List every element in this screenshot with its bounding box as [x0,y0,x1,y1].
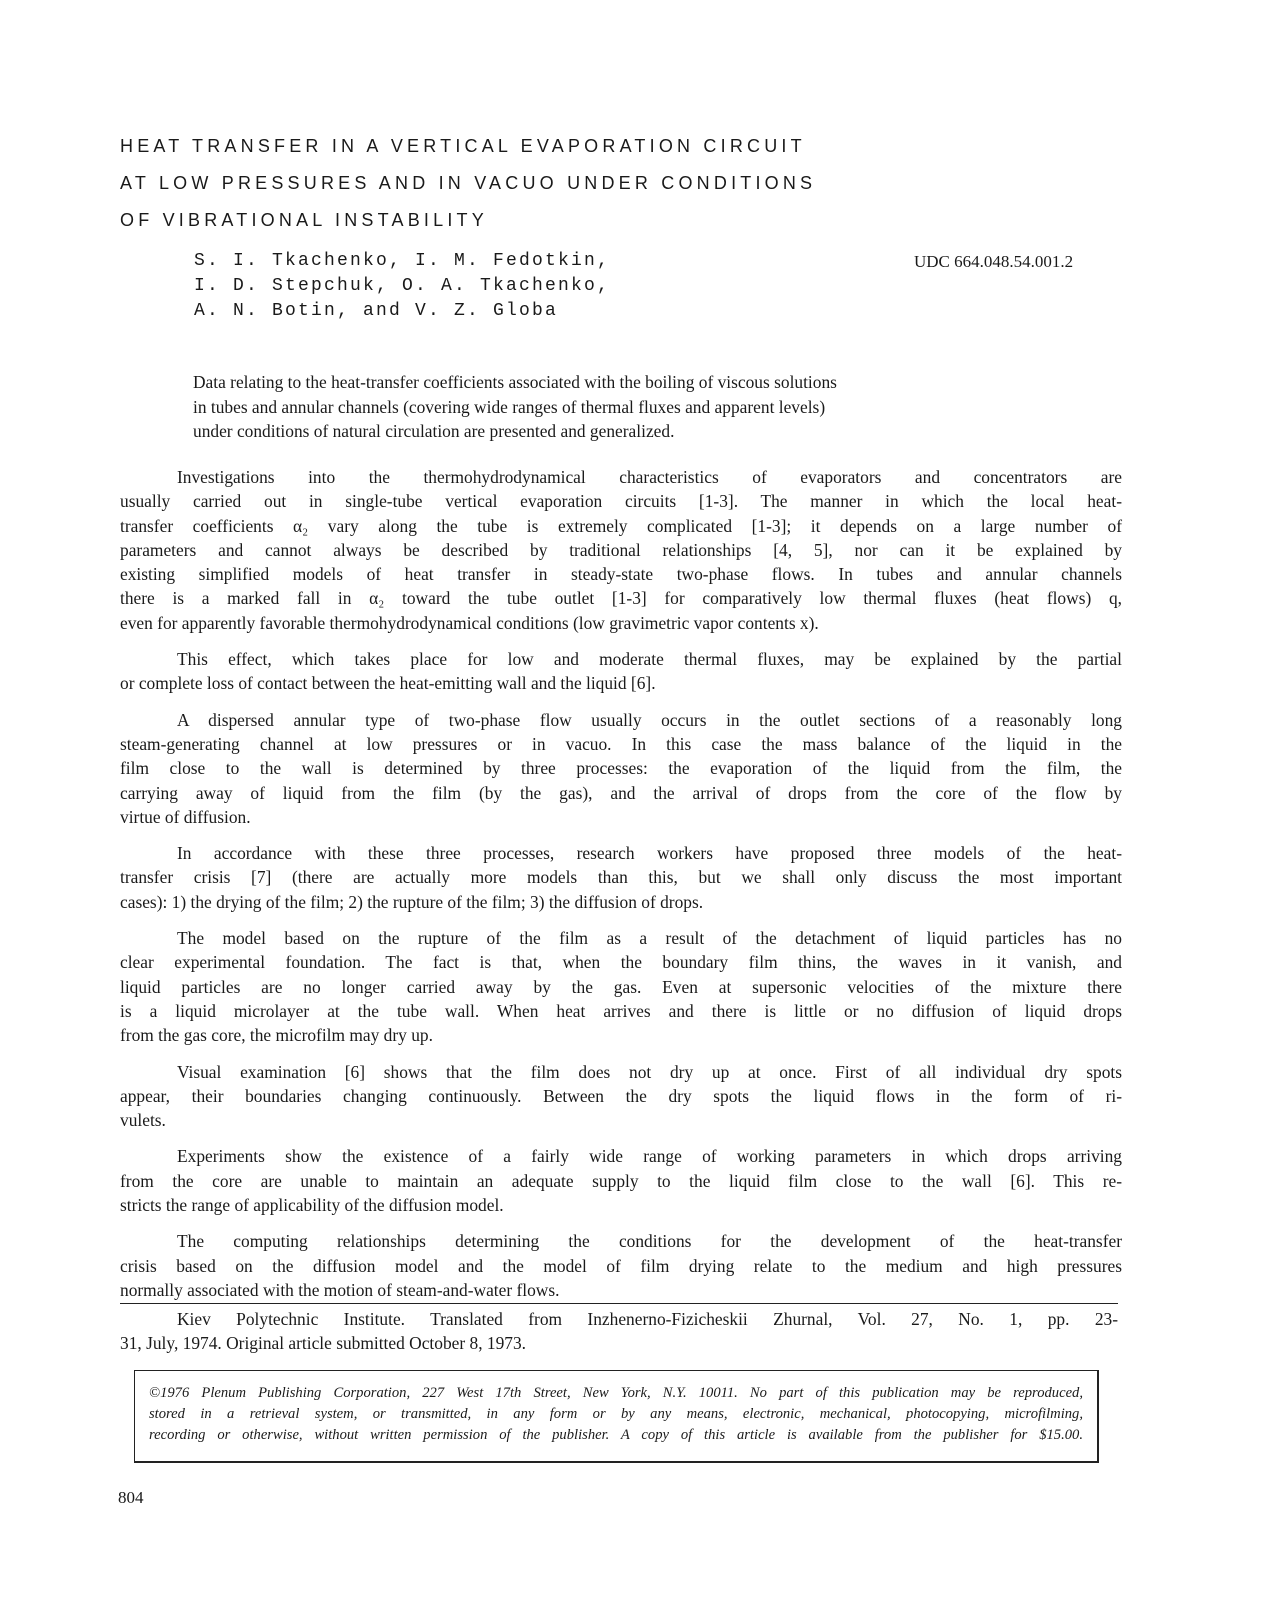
authors [194,249,610,324]
paragraph [120,708,1122,829]
text-line: Investigations into the thermohydrodynamical characteristics of evaporators and concentrators are [177,467,1122,487]
text-line: steam-generating channel at low pressures or in vacuo. In this case the mass balance of the liquid in the [120,733,1122,754]
text-line: from the gas core, the microfilm may dry up. [120,1025,433,1046]
text-line: usually carried out in single-tube vertical evaporation circuits [1-3]. The manner in which the local heat- [120,491,1122,512]
text-line: A dispersed annular type of two-phase flow usually occurs in the outlet sections of a reasonably long [177,709,1122,730]
footnote-line-2: 31, July, 1974. Original article submitted October 8, 1973. [120,1333,527,1354]
text-line: clear experimental foundation. The fact is that, when the boundary film thins, the waves in it vanish, and [120,952,1122,973]
article-title [120,128,920,239]
text-line: existing simplified models of heat transfer in steady-state two-phase flows. In tubes and annular channels [120,564,1122,585]
title-line-2: AT LOW PRESSURES AND IN VACUO UNDER CONDITIONS [120,173,817,193]
article-body [120,465,1122,1314]
text-line: crisis based on the diffusion model and the model of film drying relate to the medium and high pressures [120,1255,1122,1276]
text-line: from the core are unable to maintain an adequate supply to the liquid film close to the wall [6]. This re- [120,1170,1122,1191]
copyright-line-3: recording or otherwise, without written permission of the publisher. A copy of this article is available from the publisher for $15.00. [149,1427,1083,1443]
copyright-notice [149,1383,1083,1446]
text-line: Visual examination [6] shows that the film does not dry up at once. First of all individual dry spots [177,1061,1122,1082]
text-line: stricts the range of applicability of the diffusion model. [120,1195,504,1216]
page-number: 804 [118,1488,144,1507]
title-line-3: OF VIBRATIONAL INSTABILITY [120,210,488,230]
text-line: transfer coefficients α₂ vary along the tube is extremely complicated [1-3]; it depends on a large number of [120,515,1122,536]
text-line: even for apparently favorable thermohydrodynamical conditions (low gravimetric vapor contents x). [120,612,819,633]
text-line: The model based on the rupture of the film as a result of the detachment of liquid particles has no [177,928,1122,949]
text-line: vulets. [120,1110,166,1131]
abstract-line-2: in tubes and annular channels (covering wide ranges of thermal fluxes and apparent levels) [193,396,826,417]
paragraph [120,1229,1122,1302]
authors-line-2: I. D. Stepchuk, O. A. Tkachenko, [194,276,611,296]
paragraph [120,841,1122,914]
text-line: film close to the wall is determined by three processes: the evaporation of the liquid from the film, the [120,758,1122,779]
copyright-line-2: stored in a retrieval system, or transmitted, in any form or by any means, electronic, mechanical, photocopying, microfilming, [149,1406,1083,1422]
text-line: or complete loss of contact between the heat-emitting wall and the liquid [6]. [120,673,656,694]
text-line: cases): 1) the drying of the film; 2) the rupture of the film; 3) the diffusion of drops. [120,891,704,912]
abstract-line-1: Data relating to the heat-transfer coefficients associated with the boiling of viscous solutions [193,372,837,392]
text-line: In accordance with these three processes, research workers have proposed three models of the heat- [177,843,1122,864]
text-line: Experiments show the existence of a fairly wide range of working parameters in which drops arriving [177,1146,1122,1167]
paragraph [120,465,1122,635]
text-line: carrying away of liquid from the film (by the gas), and the arrival of drops from the core of the flow by [120,782,1122,803]
text-line: The computing relationships determining the conditions for the development of the heat-transfer [177,1231,1122,1252]
footnote-divider [120,1303,1118,1304]
copyright-line-1: ©1976 Plenum Publishing Corporation, 227 West 17th Street, New York, N.Y. 10011. No part of this publication may be reproduced, [149,1385,1083,1401]
text-line: parameters and cannot always be described by traditional relationships [4, 5], nor can it be explained by [120,539,1122,560]
footnote-line-1: Kiev Polytechnic Institute. Translated from Inzhenerno-Fizicheskii Zhurnal, Vol. 27, No. 1, pp. 23- [177,1309,1118,1329]
footnote [120,1307,1118,1356]
text-line: appear, their boundaries changing continuously. Between the dry spots the liquid flows in the form of ri- [120,1085,1122,1106]
text-line: This effect, which takes place for low and moderate thermal fluxes, may be explained by the partial [177,649,1122,670]
text-line: liquid particles are no longer carried away by the gas. Even at supersonic velocities of the mixture there [120,976,1122,997]
paragraph [120,926,1122,1047]
abstract-line-3: under conditions of natural circulation are presented and generalized. [193,421,675,441]
authors-line-1: S. I. Tkachenko, I. M. Fedotkin, [194,251,611,271]
authors-line-3: A. N. Botin, and V. Z. Globa [194,301,559,321]
text-line: transfer crisis [7] (there are actually more models than this, but we shall only discuss the most important [120,867,1122,888]
text-line: normally associated with the motion of steam-and-water flows. [120,1279,560,1300]
udc-code: UDC 664.048.54.001.2 [914,252,1074,271]
abstract [193,370,1073,444]
text-line: there is a marked fall in α₂ toward the tube outlet [1-3] for comparatively low thermal fluxes (heat flows) q, [120,588,1122,609]
paragraph [120,1144,1122,1217]
title-line-1: HEAT TRANSFER IN A VERTICAL EVAPORATION CIRCUIT [120,136,806,156]
paragraph [120,1060,1122,1133]
text-line: is a liquid microlayer at the tube wall. When heat arrives and there is little or no diffusion of liquid drops [120,1000,1122,1021]
paragraph [120,647,1122,696]
text-line: virtue of diffusion. [120,806,251,827]
copyright-notice-box [134,1370,1099,1463]
